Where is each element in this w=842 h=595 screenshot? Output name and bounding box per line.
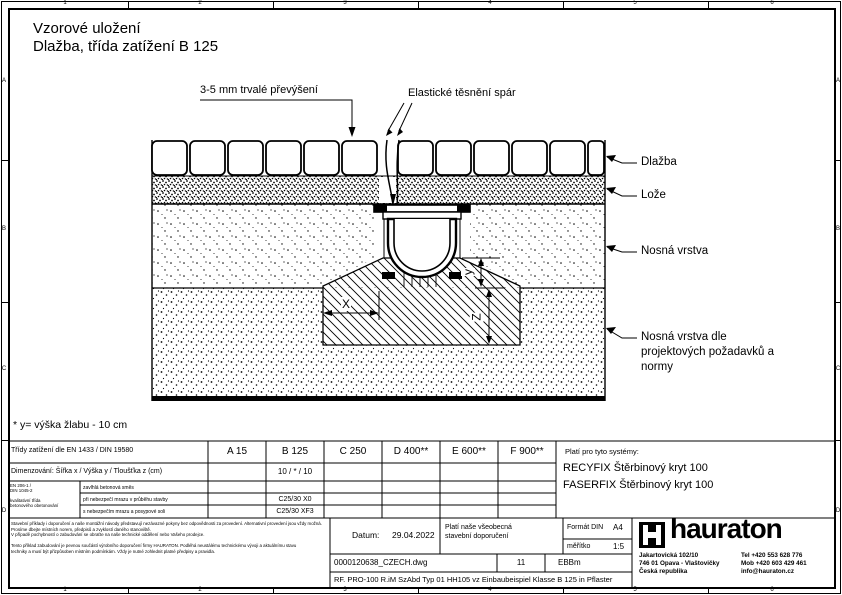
label-base-project-l2: projektových požadavků a (641, 346, 774, 358)
ruler-row-label: A (835, 78, 840, 84)
date-value: 29.04.2022 (392, 530, 435, 540)
ruler-row-label: B (835, 226, 840, 232)
annotation-seal: Elastické těsnění spár (408, 87, 516, 99)
ruler-col-label: 3 (343, 587, 347, 593)
format-value: A4 (613, 523, 623, 532)
label-base-project-l1: Nosná vrstva dle (641, 331, 727, 343)
ruler-col-label: 1 (63, 587, 67, 593)
dimension-b125-value: 10 / * / 10 (277, 467, 313, 476)
ruler-col-label: 2 (198, 0, 202, 6)
ruler-col-label: 1 (63, 0, 67, 6)
footnote: * y= výška žlabu - 10 cm (13, 419, 128, 431)
scale-label: měřítko (567, 543, 591, 550)
label-paving: Dlažba (641, 156, 677, 168)
sheet-number: 11 (516, 558, 526, 567)
page-title-line1: Vzorové uložení (33, 20, 141, 37)
ruler-col-label: 6 (770, 587, 774, 593)
class-f900: F 900** (510, 446, 544, 457)
system-recyfix: RECYFIX Štěrbinový kryt 100 (563, 462, 708, 474)
label-base-layer: Nosná vrstva (641, 245, 709, 257)
annotation-leaders-right (606, 155, 637, 338)
ruler-col-label: 3 (343, 0, 347, 6)
concrete-b125-x0: C25/30 X0 (278, 495, 312, 503)
ruler-col-label: 5 (633, 587, 637, 593)
concrete-norm-l2: DIN 1045-2 (10, 488, 33, 493)
disclaimer-line: Tento příklad zabudování je pevnou součástí výrobního doporučení firmy HAURATON. Podléhá neustálému technickému vývoji a aktuálnímu stavu (11, 543, 297, 548)
concrete-b125-xf3: C25/30 XF3 (276, 507, 314, 515)
channel-foot (382, 272, 395, 279)
class-b125: B 125 (281, 446, 309, 457)
disclaimer-line: Prosíme dbejte místních norem, předpisů a zvyklostí daného stanoviště. (11, 526, 152, 532)
dim-label-x: X (342, 297, 351, 311)
ruler-row-label: D (1, 508, 7, 514)
ruler-row-label: D (835, 508, 841, 514)
label-base-project-l3: normy (641, 361, 673, 373)
ruler-col-label: 4 (488, 587, 492, 593)
dim-label-z: Z (469, 313, 484, 321)
disclaimer-line: Stavební příklady i doporučení a naše montážní návody představují nezávazné pokyny bez odpovědnosti za provedení. Alternativní provedení jsou vždy možná. (11, 521, 322, 526)
concrete-norm-l3: kvalitativní třída (10, 498, 41, 503)
concrete-row-label: při nebezpečí mrazu v průběhu stavby (83, 497, 168, 503)
load-class-row-label: Třídy zatížení dle EN 1433 / DIN 19580 (11, 447, 134, 454)
concrete-row-label: s nebezpečím mrazu a posypové soli (83, 509, 166, 515)
ruler-col-label: 6 (770, 0, 774, 6)
ruler-row-label: C (835, 366, 841, 372)
note-line2: stavební doporučení (445, 533, 509, 540)
hauraton-logo-icon (639, 522, 665, 548)
systems-heading: Platí pro tyto systémy: (565, 447, 639, 456)
system-faserfix: FASERFIX Štěrbinový kryt 100 (563, 479, 714, 491)
ruler-col-label: 2 (198, 587, 202, 593)
class-c250: C 250 (339, 446, 367, 457)
author-initials: EBBm (558, 558, 581, 567)
dim-label-y: y (461, 269, 475, 275)
annotation-leaders-top (200, 100, 412, 137)
brand-mob: Mob +420 603 429 461 (741, 560, 807, 567)
brand-tel: Tel +420 553 628 776 (741, 552, 803, 559)
ruler-col-label: 4 (488, 0, 492, 6)
ruler-row-label: A (1, 78, 6, 84)
page-title-line2: Dlažba, třída zatížení B 125 (33, 38, 219, 55)
file-name: 0000120638_CZECH.dwg (334, 558, 428, 567)
date-label: Datum: (352, 530, 380, 540)
class-a15: A 15 (226, 446, 248, 457)
class-e600: E 600** (452, 446, 486, 457)
hauraton-wordmark: hauraton (670, 513, 782, 544)
brand-address3: Česká republika (639, 568, 688, 575)
brand-address2: 746 01 Opava - Vlaštovičky (639, 560, 720, 567)
disclaimer-line: techniky a musí být přizpůsoben místním podmínkám. Vždy je nutné zohlednit platné předpisy a pravidla. (11, 548, 216, 554)
ruler-row-label: C (1, 366, 7, 372)
label-bedding: Lože (641, 189, 666, 201)
ruler-col-label: 5 (633, 0, 637, 6)
concrete-row-label: zavlhlá betonová směs (83, 485, 134, 491)
disclaimer-line: V případě pochybností o zabudování se obraťte na naše technické oddělení nebo Vašeho prodejce. (11, 532, 205, 537)
scale-value: 1:5 (613, 542, 625, 551)
elastic-seal (379, 140, 399, 206)
paving-blocks (152, 141, 604, 175)
ruler-row-label: B (1, 226, 6, 232)
channel-inner-wall (394, 219, 450, 271)
class-d400: D 400** (393, 446, 429, 457)
dimension-row-label: Dimenzování: Šířka x / Výška y / Tloušťka z (cm) (11, 468, 163, 475)
brand-address1: Jakartovická 102/10 (639, 552, 699, 559)
annotation-overhang: 3-5 mm trvalé převýšení (200, 84, 318, 96)
note-line1: Platí naše všeobecná (445, 524, 512, 531)
brand-email: info@hauraton.cz (741, 568, 795, 575)
concrete-norm-l4: betonového obetonování (10, 503, 59, 508)
concrete-norm-l1: EN 206-1 / (10, 483, 31, 488)
drawing-description: RF. PRO-100 R.iM SzAbd Typ 01 HH105 vz Einbaubeispiel Klasse B 125 in Pflaster (334, 575, 613, 584)
format-label: Formát DIN (567, 524, 604, 531)
